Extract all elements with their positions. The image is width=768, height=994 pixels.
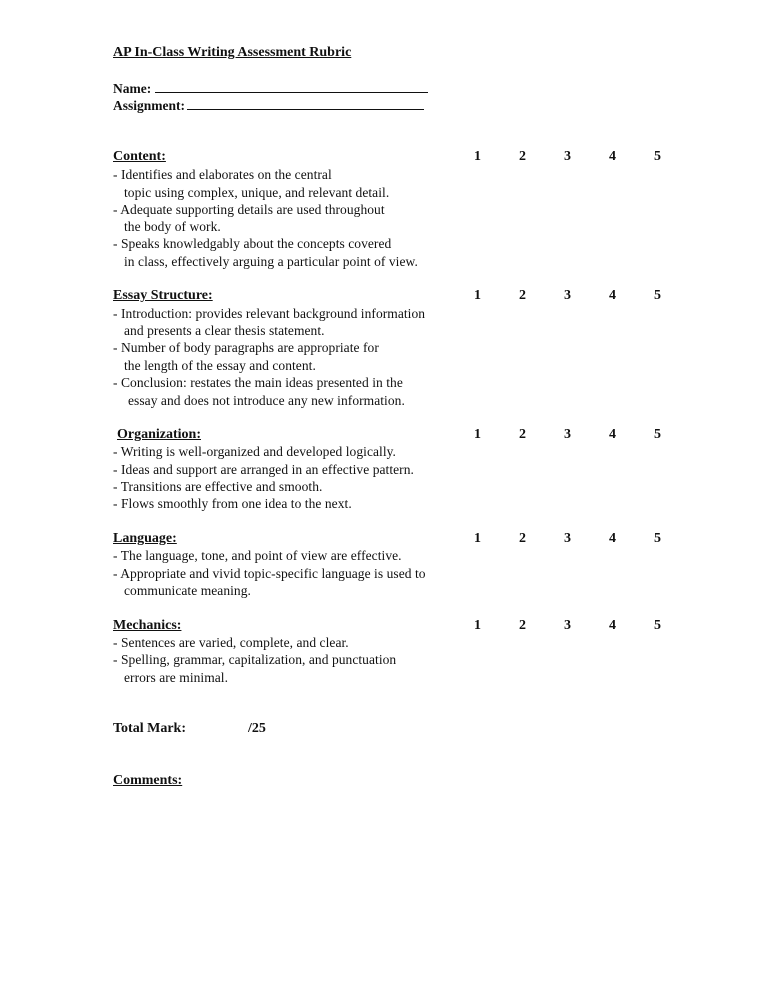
criterion-line: - Spelling, grammar, capitalization, and punctuation (113, 652, 397, 667)
criterion-line: - Speaks knowledgably about the concepts covered (113, 236, 392, 251)
criterion-line: - The language, tone, and point of view are effective. (113, 548, 402, 563)
score-option-1[interactable]: 1 (474, 531, 481, 546)
assignment-field[interactable] (113, 97, 424, 114)
score-option-2[interactable]: 2 (519, 531, 526, 546)
score-option-4[interactable]: 4 (609, 618, 616, 633)
score-option-2[interactable]: 2 (519, 427, 526, 442)
assignment-label: Assignment: (113, 98, 186, 113)
section-heading-language: Language: (113, 531, 177, 546)
score-option-3[interactable]: 3 (564, 288, 571, 303)
score-option-1[interactable]: 1 (474, 618, 481, 633)
criterion-line: topic using complex, unique, and relevant detail. (124, 185, 390, 200)
section-heading-essay-structure: Essay Structure: (113, 288, 213, 303)
score-option-4[interactable]: 4 (609, 288, 616, 303)
score-option-2[interactable]: 2 (519, 149, 526, 164)
score-option-3[interactable]: 3 (564, 618, 571, 633)
name-blank-line[interactable] (155, 80, 428, 93)
assignment-blank-line[interactable] (187, 97, 424, 110)
comments-label: Comments: (113, 773, 183, 788)
total-mark-label: Total Mark: (113, 721, 186, 736)
total-mark-out-of: /25 (248, 721, 266, 736)
criterion-line: the length of the essay and content. (124, 358, 316, 373)
score-option-4[interactable]: 4 (609, 427, 616, 442)
score-option-2[interactable]: 2 (519, 288, 526, 303)
score-option-5[interactable]: 5 (654, 618, 661, 633)
criterion-line: - Flows smoothly from one idea to the next. (113, 496, 352, 511)
criterion-line: - Appropriate and vivid topic-specific language is used to (113, 566, 426, 581)
criterion-line: - Conclusion: restates the main ideas presented in the (113, 375, 403, 390)
score-option-5[interactable]: 5 (654, 149, 661, 164)
score-option-1[interactable]: 1 (474, 288, 481, 303)
criterion-line: communicate meaning. (124, 583, 251, 598)
score-option-5[interactable]: 5 (654, 427, 661, 442)
score-option-4[interactable]: 4 (609, 149, 616, 164)
score-option-1[interactable]: 1 (474, 427, 481, 442)
criterion-line: - Writing is well-organized and developed logically. (113, 444, 396, 459)
name-field[interactable] (113, 80, 428, 97)
score-option-1[interactable]: 1 (474, 149, 481, 164)
criterion-line: - Ideas and support are arranged in an effective pattern. (113, 462, 414, 477)
score-option-3[interactable]: 3 (564, 149, 571, 164)
score-option-3[interactable]: 3 (564, 531, 571, 546)
score-option-3[interactable]: 3 (564, 427, 571, 442)
section-heading-organization: Organization: (117, 427, 201, 442)
criterion-line: - Introduction: provides relevant background information (113, 306, 426, 321)
criterion-line: and presents a clear thesis statement. (124, 323, 325, 338)
criterion-line: - Sentences are varied, complete, and clear. (113, 635, 349, 650)
score-option-4[interactable]: 4 (609, 531, 616, 546)
section-heading-content: Content: (113, 149, 166, 164)
section-heading-mechanics: Mechanics: (113, 618, 182, 633)
page-title: AP In-Class Writing Assessment Rubric (113, 45, 352, 60)
criterion-line: - Number of body paragraphs are appropriate for (113, 340, 379, 355)
name-label: Name: (113, 81, 152, 96)
score-option-5[interactable]: 5 (654, 531, 661, 546)
criterion-line: - Transitions are effective and smooth. (113, 479, 323, 494)
criterion-line: errors are minimal. (124, 670, 229, 685)
score-option-5[interactable]: 5 (654, 288, 661, 303)
criterion-line: - Adequate supporting details are used throughout (113, 202, 385, 217)
criterion-line: essay and does not introduce any new information. (128, 393, 405, 408)
criterion-line: in class, effectively arguing a particular point of view. (124, 254, 418, 269)
criterion-line: the body of work. (124, 219, 221, 234)
criterion-line: - Identifies and elaborates on the central (113, 167, 332, 182)
score-option-2[interactable]: 2 (519, 618, 526, 633)
